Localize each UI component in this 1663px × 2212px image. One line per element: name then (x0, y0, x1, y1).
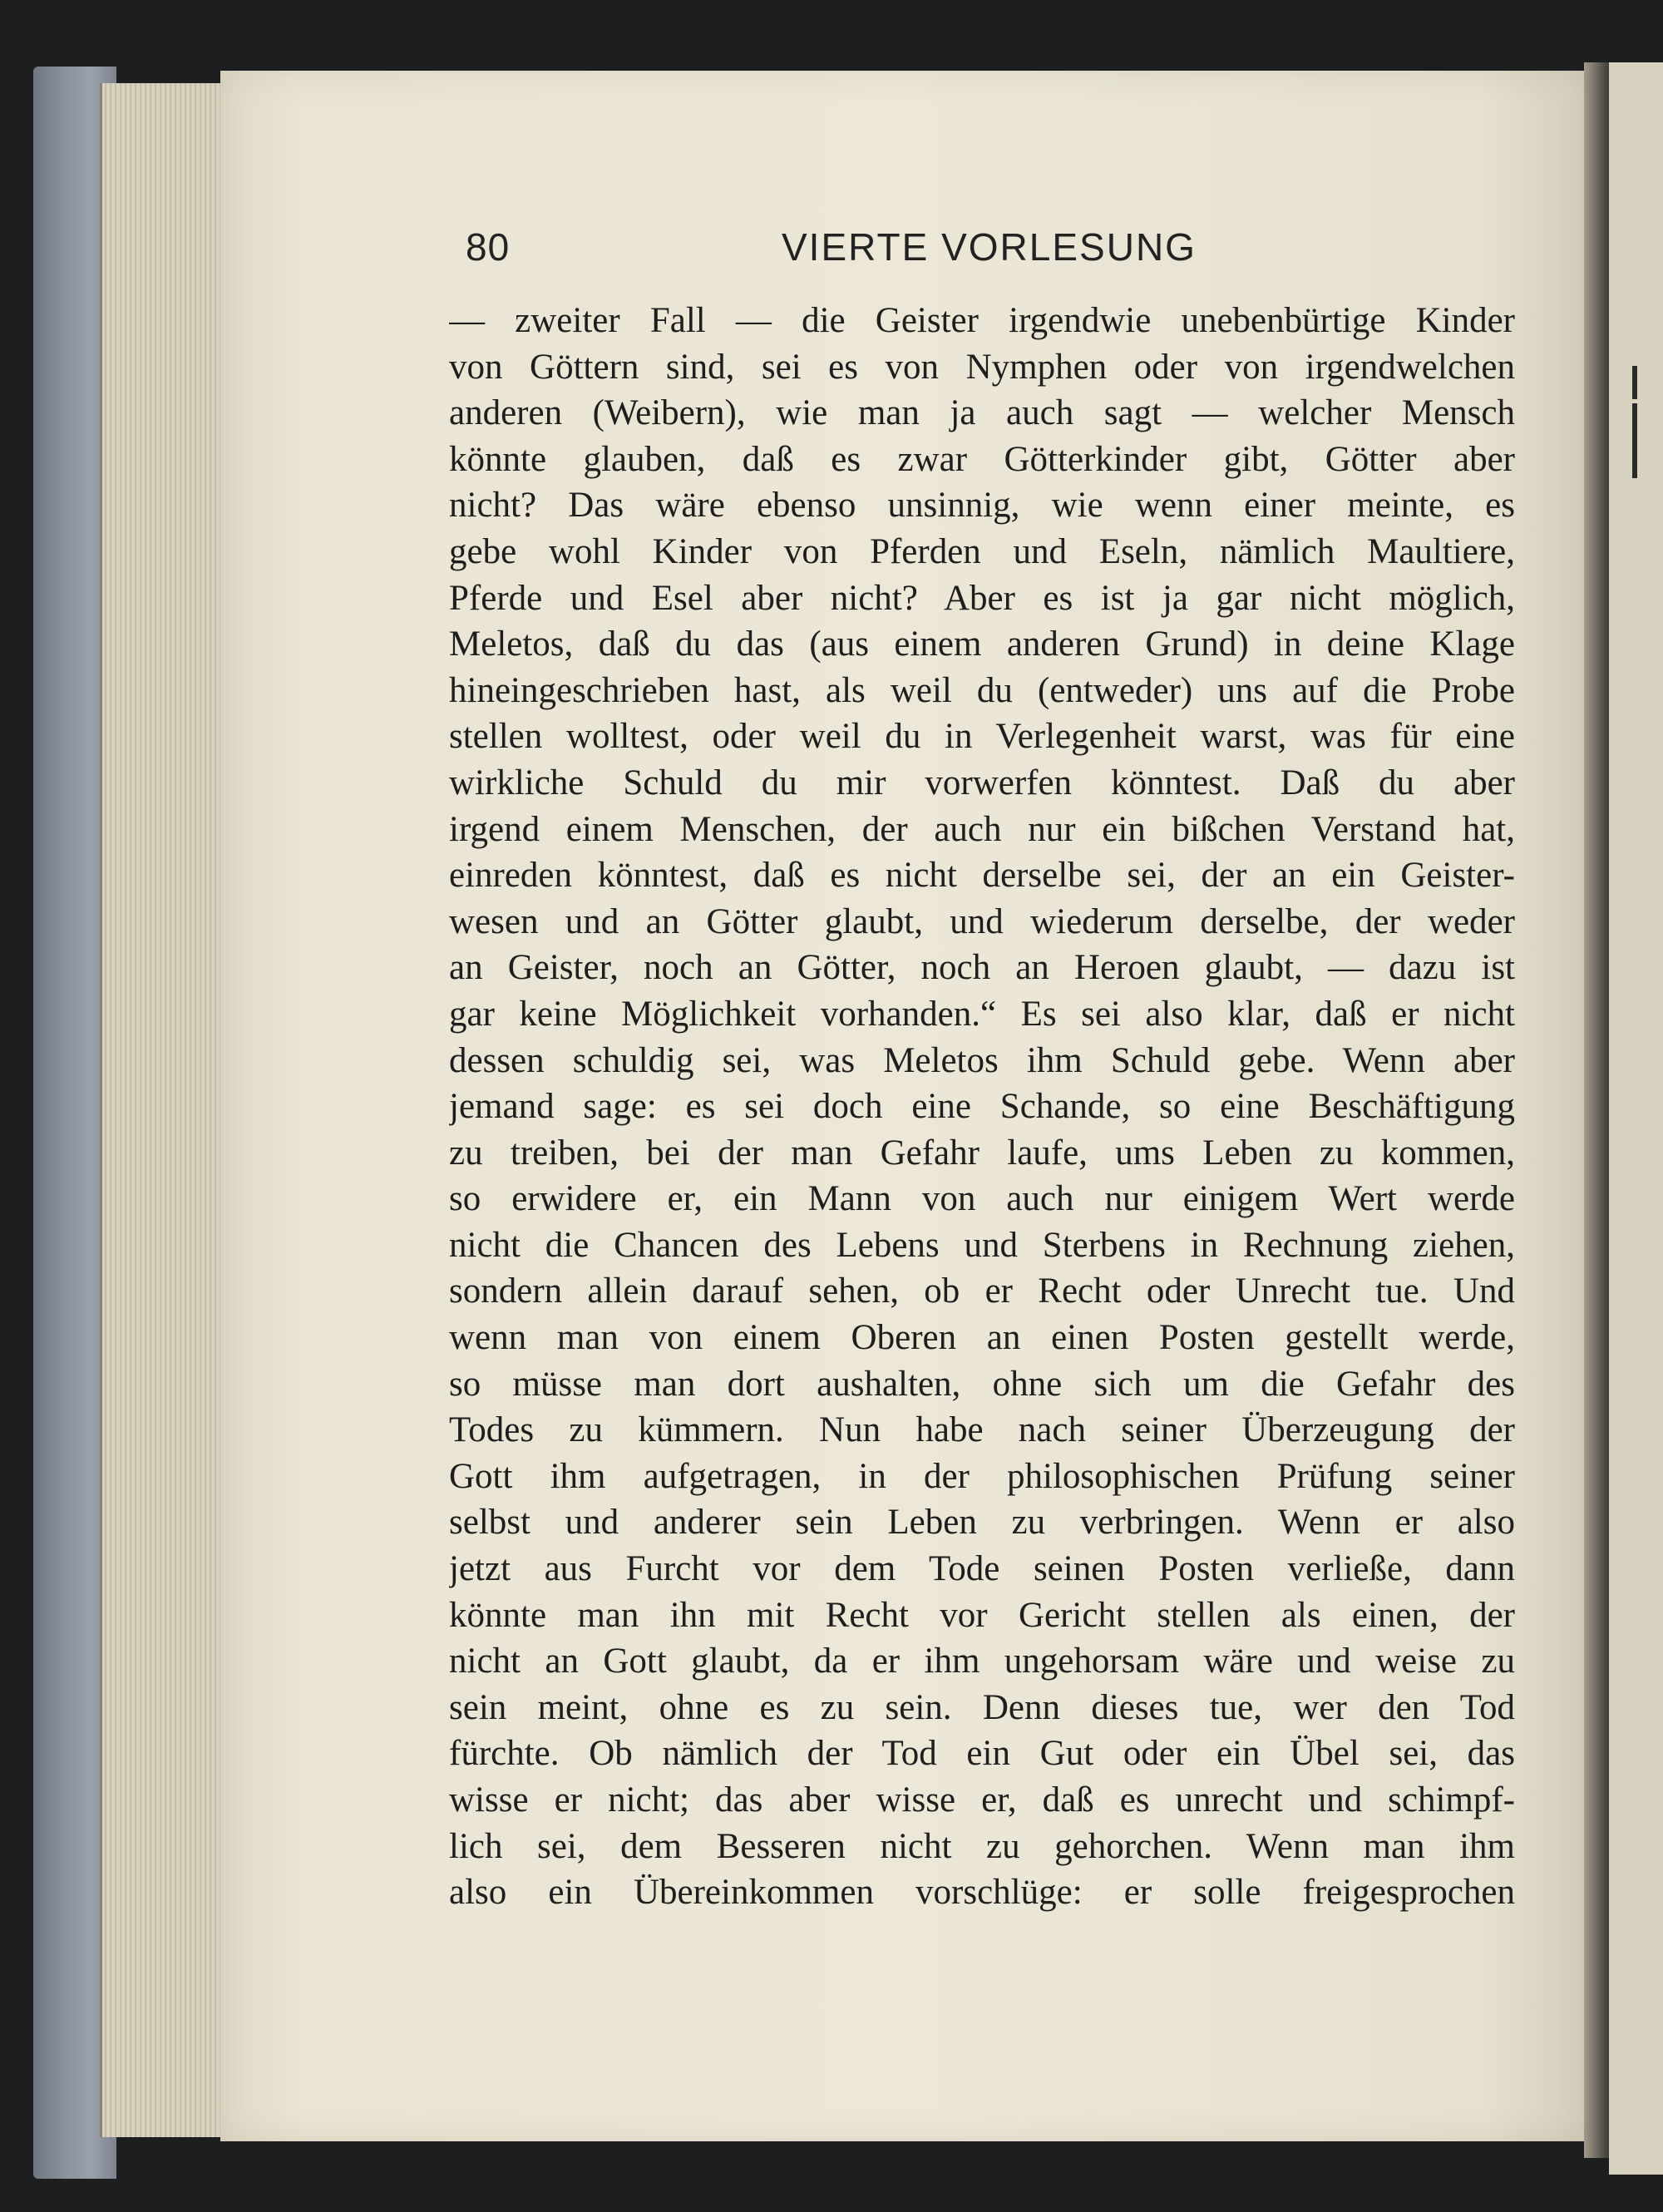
text-line: lich sei, dem Besseren nicht zu gehorchen. Wenn man ihm (449, 1826, 1515, 1866)
text-line: sondern allein darauf sehen, ob er Recht oder Unrecht tue. Und (449, 1271, 1515, 1311)
text-line: nicht die Chancen des Lebens und Sterbens in Rechnung ziehen, (449, 1225, 1515, 1265)
text-line: könnte glauben, daß es zwar Götterkinder gibt, Götter aber (449, 439, 1515, 479)
text-line: Gott ihm aufgetragen, in der philosophischen Prüfung seiner (449, 1456, 1515, 1496)
text-line: wisse er nicht; das aber wisse er, daß es unrecht und schimpf- (449, 1780, 1515, 1819)
text-line: hineingeschrieben hast, als weil du (entweder) uns auf die Probe (449, 670, 1515, 710)
text-line: selbst und anderer sein Leben zu verbringen. Wenn er also (449, 1503, 1515, 1543)
next-page-glyph-mark (1632, 437, 1637, 462)
text-line: stellen wolltest, oder weil du in Verlegenheit warst, was für eine (449, 717, 1515, 757)
text-line: jetzt aus Furcht vor dem Tode seinen Posten verließe, dann (449, 1549, 1515, 1589)
page-number: 80 (466, 225, 511, 269)
text-line: sein meint, ohne es zu sein. Denn dieses tue, wer den Tod (449, 1687, 1515, 1727)
text-line: fürchte. Ob nämlich der Tod ein Gut oder ein Übel sei, das (449, 1734, 1515, 1774)
text-line: Meletos, daß du das (aus einem anderen Grund) in deine Klage (449, 625, 1515, 664)
page-edges (100, 83, 235, 2137)
text-line: gar keine Möglichkeit vorhanden.“ Es sei also klar, daß er nicht (449, 994, 1515, 1034)
text-line: — zweiter Fall — die Geister irgendwie unebenbürtige Kinder (449, 301, 1515, 340)
text-line: also ein Übereinkommen vorschlüge: er solle freigesprochen (449, 1873, 1515, 1913)
text-line: von Göttern sind, sei es von Nymphen oder von irgendwelchen (449, 347, 1515, 387)
text-line: irgend einem Menschen, der auch nur ein bißchen Verstand hat, (449, 809, 1515, 849)
next-page-glyph-mark (1632, 366, 1637, 399)
text-line: wirkliche Schuld du mir vorwerfen könntest. Daß du aber (449, 763, 1515, 802)
text-line: wesen und an Götter glaubt, und wiederum derselbe, der weder (449, 901, 1515, 941)
text-line: nicht an Gott glaubt, da er ihm ungehorsam wäre und weise zu (449, 1642, 1515, 1681)
text-line: zu treiben, bei der man Gefahr laufe, ums Leben zu kommen, (449, 1133, 1515, 1173)
text-line: Pferde und Esel aber nicht? Aber es ist ja gar nicht möglich, (449, 578, 1515, 618)
book-gutter (1584, 62, 1609, 2158)
body-text (449, 298, 1515, 1916)
next-page-edge (1609, 62, 1663, 2175)
running-head: VIERTE VORLESUNG (782, 225, 1197, 269)
text-line: anderen (Weibern), wie man ja auch sagt — welcher Mensch (449, 393, 1515, 433)
text-line: so müsse man dort aushalten, ohne sich um die Gefahr des (449, 1364, 1515, 1404)
text-line: nicht? Das wäre ebenso unsinnig, wie wenn einer meinte, es (449, 486, 1515, 526)
text-line: einreden könntest, daß es nicht derselbe sei, der an ein Geister- (449, 856, 1515, 896)
text-line: an Geister, noch an Götter, noch an Heroen glaubt, — dazu ist (449, 948, 1515, 988)
text-line: dessen schuldig sei, was Meletos ihm Schuld gebe. Wenn aber (449, 1040, 1515, 1080)
text-line: könnte man ihn mit Recht vor Gericht stellen als einen, der (449, 1595, 1515, 1635)
text-line: gebe wohl Kinder von Pferden und Eseln, nämlich Maultiere, (449, 531, 1515, 571)
text-line: wenn man von einem Oberen an einen Posten gestellt werde, (449, 1318, 1515, 1358)
text-line: Todes zu kümmern. Nun habe nach seiner Überzeugung der (449, 1410, 1515, 1450)
text-line: jemand sage: es sei doch eine Schande, so eine Beschäftigung (449, 1087, 1515, 1127)
text-line: so erwidere er, ein Mann von auch nur einigem Wert werde (449, 1179, 1515, 1219)
